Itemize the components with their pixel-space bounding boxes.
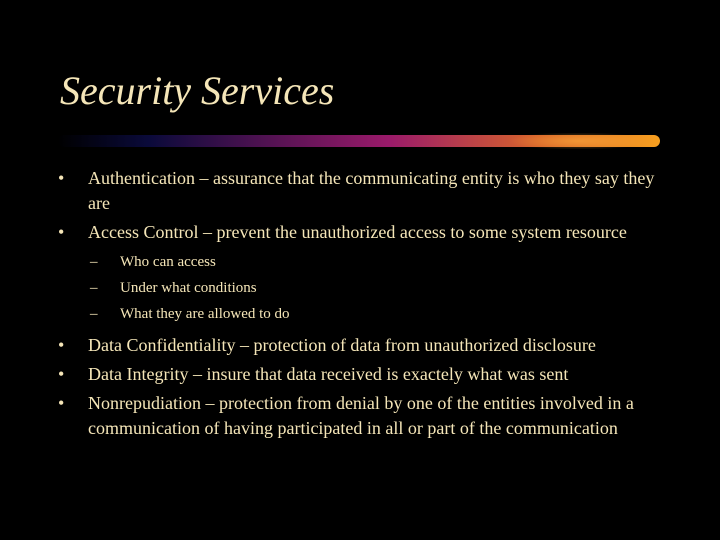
sub-bullet-text: Who can access xyxy=(120,254,216,270)
bullet-mark: • xyxy=(58,168,65,188)
title-underline-bar xyxy=(58,133,660,149)
bullet-text: Data Integrity – insure that data received is exactely what was sent xyxy=(88,364,569,384)
bullet-text: Nonrepudiation – protection from denial by one of the entities involved in a communication of having participated in all or part of the communication xyxy=(88,393,634,438)
bullet-text: Access Control – prevent the unauthorized access to some system resource xyxy=(88,222,627,242)
sub-bullet-item xyxy=(58,275,678,301)
bullet-item-access-control xyxy=(58,220,678,245)
bullet-item-data-confidentiality xyxy=(58,333,678,358)
bullet-text: Data Confidentiality – protection of data from unauthorized disclosure xyxy=(88,335,596,355)
sub-bullet-item xyxy=(58,301,678,327)
bullet-item-data-integrity xyxy=(58,362,678,387)
slide-title: Security Services xyxy=(60,68,335,113)
bullet-mark: • xyxy=(58,222,65,242)
bullet-mark: • xyxy=(58,335,65,355)
bullet-list xyxy=(58,166,678,445)
dash-mark: – xyxy=(90,254,98,270)
sub-bullet-list xyxy=(58,249,678,327)
sub-bullet-item xyxy=(58,249,678,275)
bullet-mark: • xyxy=(58,393,65,413)
sub-bullet-text: What they are allowed to do xyxy=(120,306,290,322)
dash-mark: – xyxy=(90,306,98,322)
bullet-item-nonrepudiation xyxy=(58,391,678,441)
bullet-text: Authentication – assurance that the communicating entity is who they say they are xyxy=(88,168,655,213)
sub-bullet-text: Under what conditions xyxy=(120,280,257,296)
dash-mark: – xyxy=(90,280,98,296)
bullet-item-authentication xyxy=(58,166,678,216)
bullet-mark: • xyxy=(58,364,65,384)
